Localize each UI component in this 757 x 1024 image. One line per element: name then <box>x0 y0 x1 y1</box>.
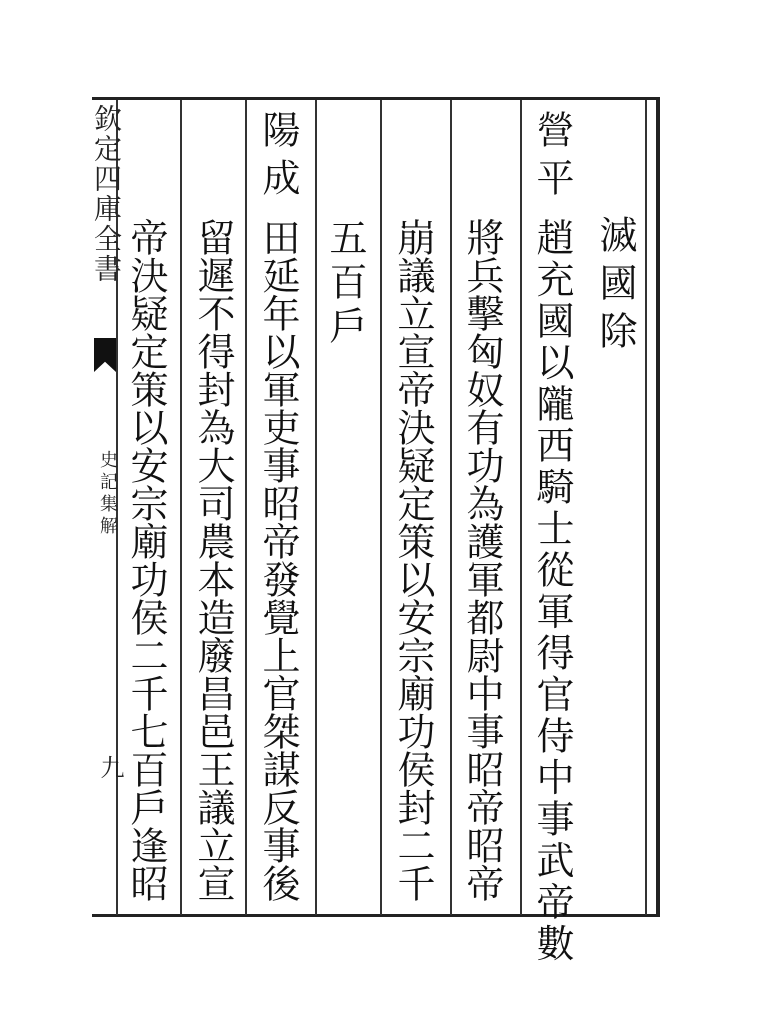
text-column-1: 滅國除 <box>593 215 637 359</box>
column-rule <box>315 100 317 915</box>
gutter-page-number: 九 <box>96 755 124 779</box>
gutter-title: 欽定四庫全書 <box>90 104 123 284</box>
column-rule <box>450 100 452 915</box>
text-column-7: 留遲不得封為大司農本造廢昌邑王議立宣 <box>191 218 235 902</box>
column-6-heading: 陽成 <box>256 110 300 206</box>
text-column-5: 五百戶 <box>323 218 367 350</box>
column-rule <box>520 100 522 915</box>
text-column-4: 崩議立宣帝決疑定策以安宗廟功侯封二千 <box>391 218 435 902</box>
page-frame <box>92 97 660 917</box>
gutter-book-title: 史記集解 <box>97 450 118 538</box>
text-column-6: 田延年以軍吏事昭帝發覺上官桀謀反事後 <box>256 218 300 902</box>
column-rule <box>180 100 182 915</box>
column-rule <box>380 100 382 915</box>
frame-inner-border <box>645 100 647 915</box>
text-column-8: 帝決疑定策以安宗廟功侯二千七百戶逢昭 <box>124 218 168 902</box>
text-column-3: 將兵擊匈奴有功為護軍都尉中事昭帝昭帝 <box>460 218 504 902</box>
column-rule <box>245 100 247 915</box>
text-column-2: 趙充國以隴西騎士從軍得官侍中事武帝數 <box>530 218 574 965</box>
column-2-heading: 營平 <box>530 110 574 206</box>
